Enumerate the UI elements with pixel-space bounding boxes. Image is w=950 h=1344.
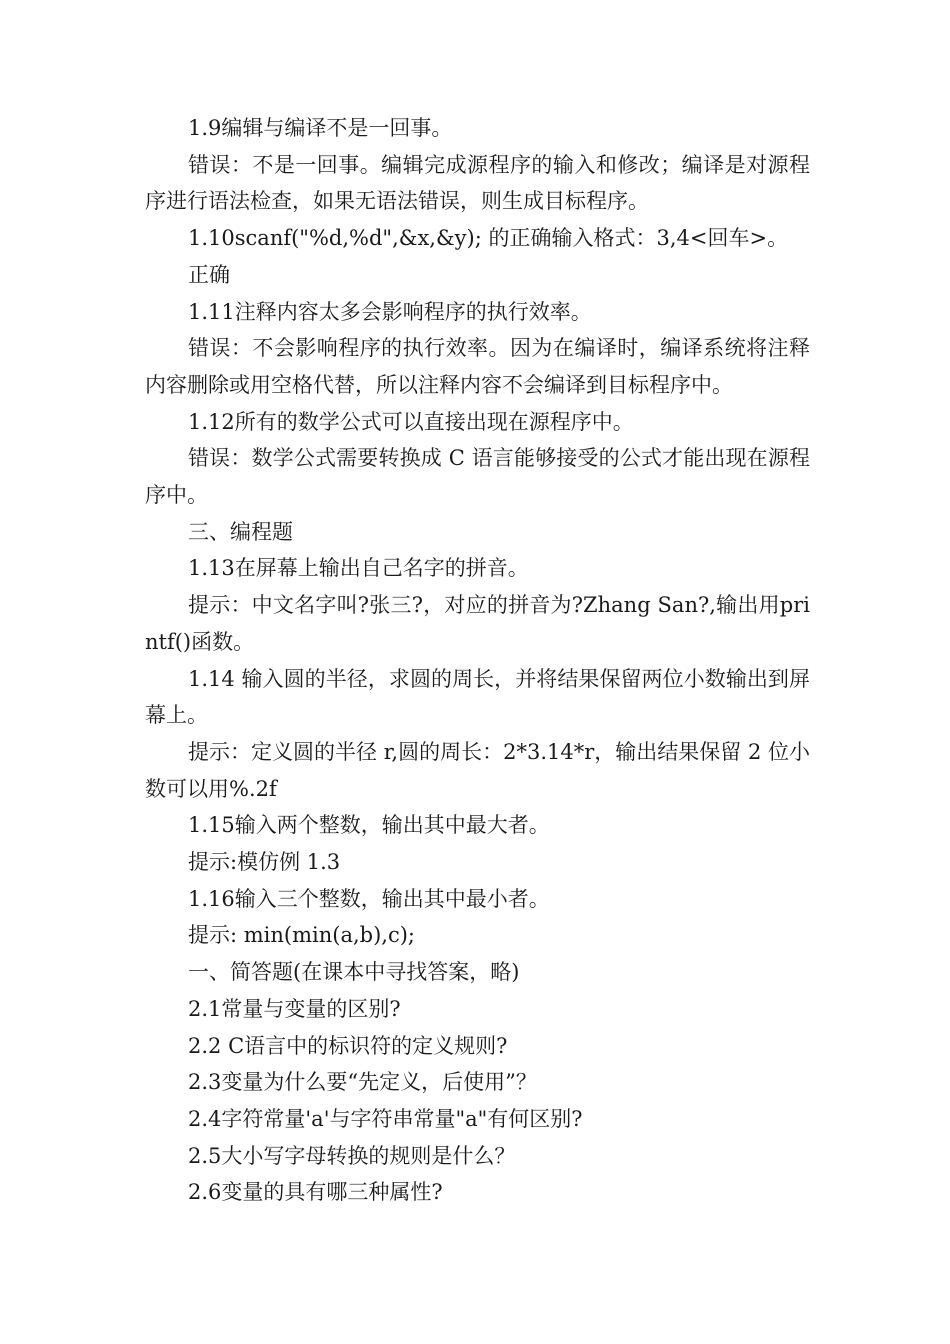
hint-1-15: 提示:模仿例 1.3 (188, 850, 341, 875)
question-1-11: 1.11注释内容太多会影响程序的执行效率。 (188, 299, 592, 324)
question-1-16: 1.16输入三个整数，输出其中最小者。 (188, 886, 550, 911)
document-body (145, 110, 810, 1211)
question-2-4: 2.4字符常量'a'与字符串常量"a"有何区别? (188, 1106, 583, 1131)
question-1-15: 1.15输入两个整数，输出其中最大者。 (188, 813, 550, 838)
question-2-6: 2.6变量的具有哪三种属性? (188, 1180, 443, 1205)
answer-1-10: 正确 (188, 262, 230, 287)
section-heading-programming: 三、编程题 (188, 519, 293, 544)
question-2-2: 2.2 C语言中的标识符的定义规则? (188, 1033, 508, 1058)
answer-1-11: 错误：不会影响程序的执行效率。因为在编译时，编译系统将注释内容删除或用空格代替，所以注释内容不会编译到目标程序中。 (145, 336, 810, 397)
hint-1-16: 提示: min(min(a,b),c); (188, 923, 415, 948)
question-1-12: 1.12所有的数学公式可以直接出现在源程序中。 (188, 409, 634, 434)
hint-1-14: 提示：定义圆的半径 r,圆的周长：2*3.14*r，输出结果保留 2 位小数可以用%.2f (145, 739, 810, 801)
hint-1-13: 提示：中文名字叫?张三?，对应的拼音为?Zhang San?,输出用printf()函数。 (145, 593, 810, 654)
question-2-3: 2.3变量为什么要“先定义，后使用”？ (188, 1070, 537, 1095)
section-heading-short-answer: 一、简答题(在课本中寻找答案，略) (188, 960, 520, 985)
question-1-10: 1.10scanf("%d,%d",&x,&y); 的正确输入格式：3,4<回车>。 (188, 226, 789, 251)
question-1-14: 1.14 输入圆的半径，求圆的周长，并将结果保留两位小数输出到屏幕上。 (145, 666, 810, 728)
answer-1-9: 错误：不是一回事。编辑完成源程序的输入和修改；编译是对源程序进行语法检查，如果无语法错误，则生成目标程序。 (145, 152, 810, 214)
question-2-1: 2.1常量与变量的区别? (188, 996, 401, 1021)
question-2-5: 2.5大小写字母转换的规则是什么？ (188, 1143, 516, 1168)
question-1-9: 1.9编辑与编译不是一回事。 (188, 116, 453, 140)
question-1-13: 1.13在屏幕上输出自己名字的拼音。 (188, 556, 529, 581)
answer-1-12: 错误：数学公式需要转换成 C 语言能够接受的公式才能出现在源程序中。 (145, 446, 810, 508)
